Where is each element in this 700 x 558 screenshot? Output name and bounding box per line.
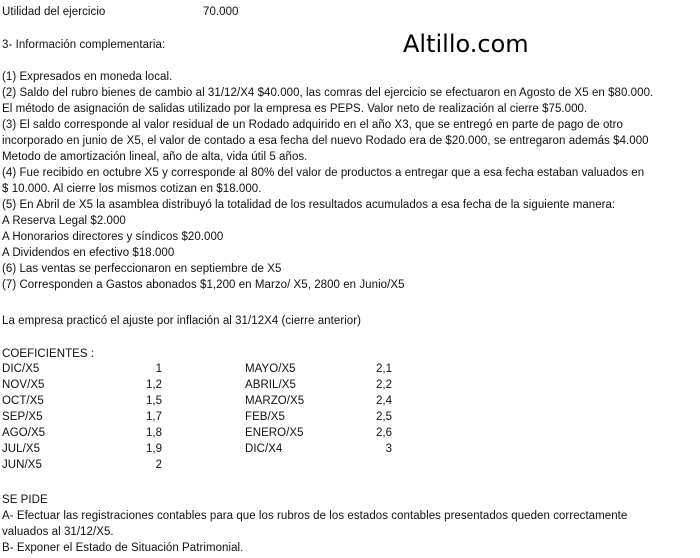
coef-month: OCT/X5 [2, 395, 44, 407]
brand-logo: Altillo.com [403, 30, 529, 58]
note-line: El método de asignación de salidas utilizado por la empresa es PEPS. Valor neto de realización al cierre $75.000. [2, 103, 588, 115]
note-line: (3) El saldo corresponde al valor residual de un Rodado adquirido en el año X3, que se entregó en parte de pago de otro [2, 119, 623, 131]
coef-value: 1,9 [146, 443, 162, 455]
coef-month: JUL/X5 [2, 443, 41, 455]
coef-month: AGO/X5 [2, 427, 46, 439]
note-line: (7) Corresponden a Gastos abonados $1,200 en Marzo/ X5, 2800 en Junio/X5 [2, 279, 405, 291]
coef-value: 2,2 [376, 379, 392, 391]
note-line: (5) En Abril de X5 la asamblea distribuyó la totalidad de los resultados acumulados a esa fecha de la siguiente manera: [2, 199, 616, 211]
coef-value: 2,4 [376, 395, 392, 407]
coef-month: ENERO/X5 [245, 427, 304, 439]
note-line: (1) Expresados en moneda local. [2, 71, 173, 83]
coef-month: ABRIL/X5 [245, 379, 296, 391]
section-title: 3- Información complementaria: [2, 39, 166, 51]
coeficientes-title: COEFICIENTES : [2, 348, 95, 360]
note-line: (6) Las ventas se perfeccionaron en septiembre de X5 [2, 263, 282, 275]
coef-value: 1,8 [146, 427, 162, 439]
coef-month: FEB/X5 [245, 411, 285, 423]
se-pide-title: SE PIDE [2, 494, 48, 506]
note-line: incorporado en junio de X5, el valor de contado a esa fecha del nuevo Rodado era de $20.000, se entregaron además $4.000 [2, 135, 649, 147]
coef-value: 2,5 [376, 411, 392, 423]
coef-value: 3 [385, 443, 392, 455]
note-line: $ 10.000. Al cierre los mismos cotizan en $18.000. [2, 183, 262, 195]
note-line: A Reserva Legal $2.000 [2, 215, 126, 227]
coef-month: MAYO/X5 [245, 363, 296, 375]
coef-month: DIC/X5 [2, 363, 40, 375]
coef-month: DIC/X4 [245, 443, 283, 455]
coef-value: 1,2 [146, 379, 162, 391]
coef-value: 2,1 [376, 363, 392, 375]
coef-value: 2,6 [376, 427, 392, 439]
note-line: Metodo de amortización lineal, año de alta, vida útil 5 años. [2, 151, 308, 163]
coef-value: 1,7 [146, 411, 162, 423]
note-line: (4) Fue recibido en octubre X5 y corresponde al 80% del valor de productos a entregar que a esa fecha estaban valuados en [2, 167, 645, 179]
utilidad-value: 70.000 [203, 6, 239, 18]
utilidad-label: Utilidad del ejercicio [2, 6, 106, 18]
note-line: A Dividendos en efectivo $18.000 [2, 247, 175, 259]
note-line: A Honorarios directores y síndicos $20.000 [2, 231, 224, 243]
note-line: (2) Saldo del rubro bienes de cambio al 31/12/X4 $40.000, las comras del ejercicio se efectuaron en Agosto de X5 en $80.000. [2, 87, 654, 99]
coef-month: NOV/X5 [2, 379, 45, 391]
coef-value: 2 [155, 459, 162, 471]
se-pide-line: valuados al 31/12/X5. [2, 526, 114, 538]
coef-month: MARZO/X5 [245, 395, 305, 407]
ajuste-text: La empresa practicó el ajuste por inflación al 31/12X4 (cierre anterior) [2, 315, 362, 327]
coef-month: JUN/X5 [2, 459, 42, 471]
coef-value: 1 [155, 363, 162, 375]
coef-month: SEP/X5 [2, 411, 43, 423]
coef-value: 1,5 [146, 395, 162, 407]
se-pide-line: A- Efectuar las registraciones contables para que los rubros de los estados contables presentados queden correctamente [2, 510, 628, 522]
se-pide-line: B- Exponer el Estado de Situación Patrimonial. [2, 542, 244, 554]
